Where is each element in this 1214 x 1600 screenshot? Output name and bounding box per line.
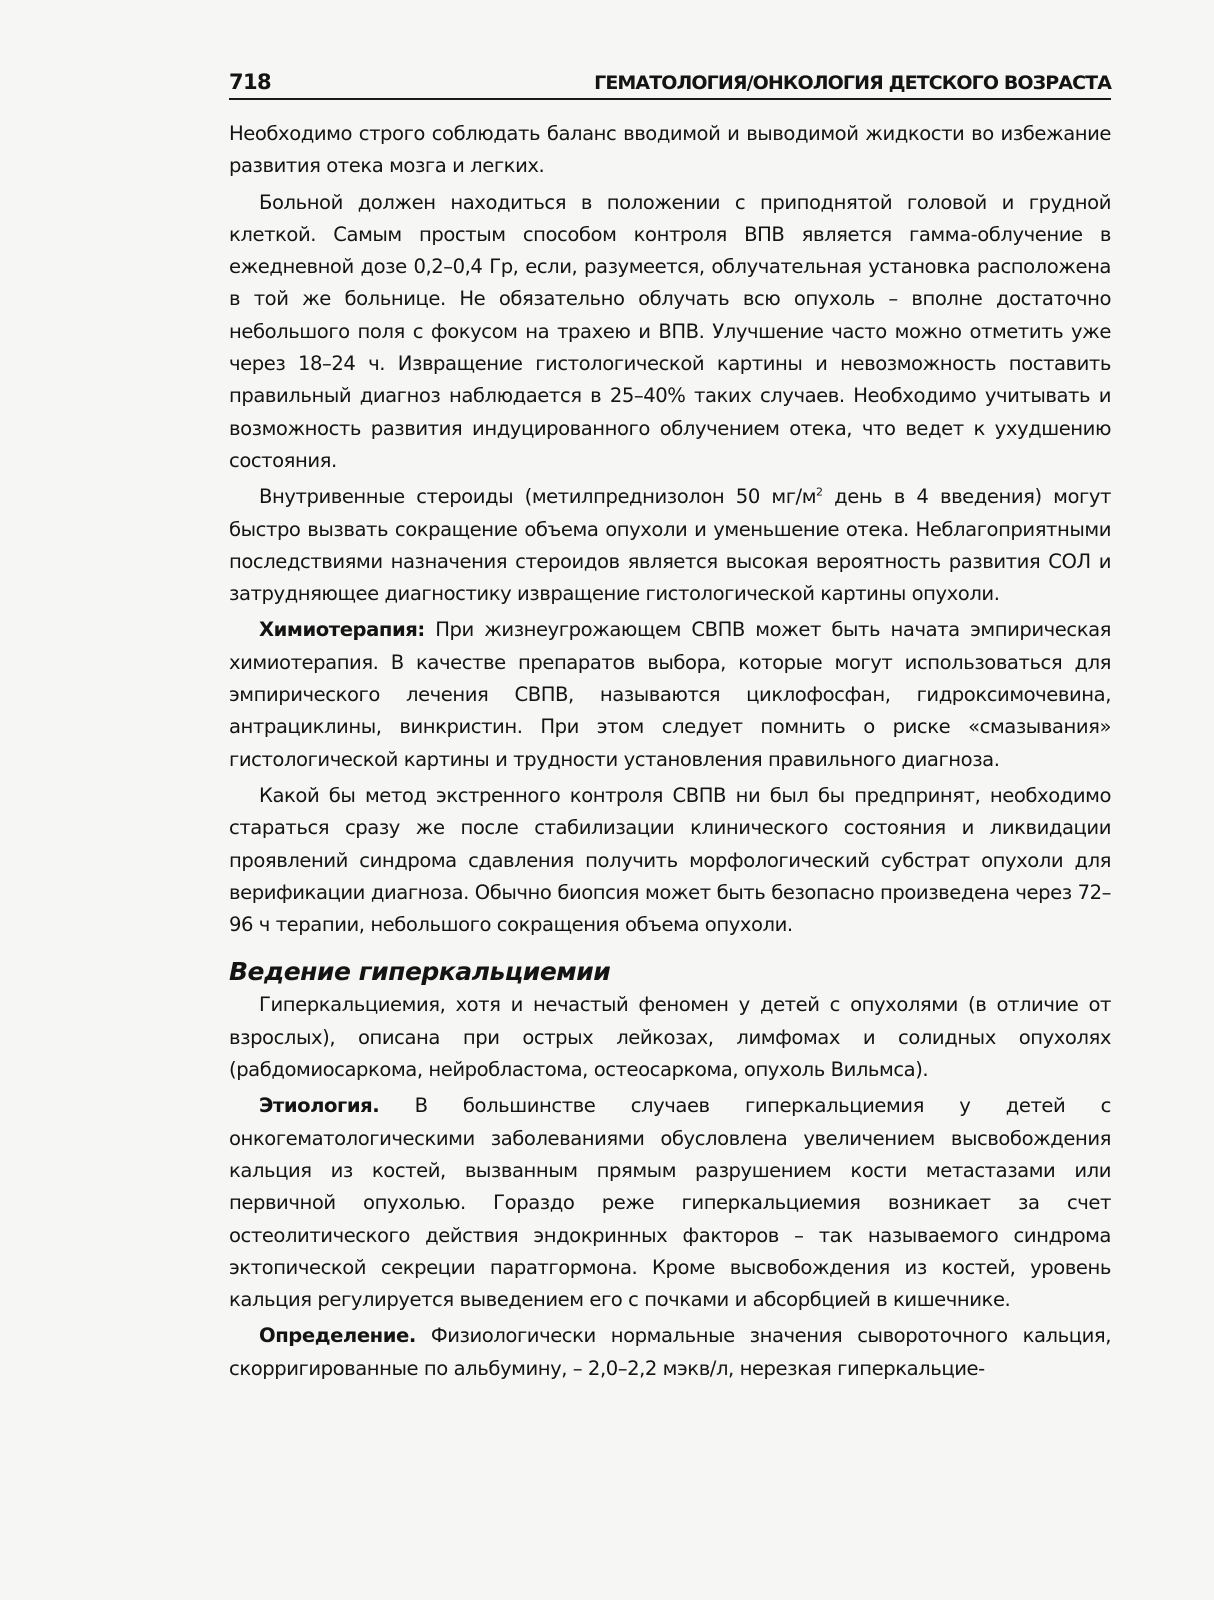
paragraph-etiology bbox=[229, 1090, 1111, 1316]
paragraph-fluid-balance: Необходимо строго соблюдать баланс вводимой и выводимой жидкости во избежание развития отека мозга и легких. bbox=[229, 122, 1111, 178]
superscript-2: 2 bbox=[816, 485, 823, 499]
steroids-text-end: день в 4 введения) могут быстро вызвать сокращение объема опухоли и уменьшение отека. Неблагоприятными последствиями назначения стероидов является высокая вероятность развития СОЛ и затрудняющее диагностику извращение гистологической картины опухоли. bbox=[229, 485, 1112, 606]
running-head bbox=[229, 70, 1111, 100]
body-text bbox=[229, 118, 1111, 1385]
steroids-text-start: Внутривенные стероиды (метилпреднизолон 50 мг/м bbox=[259, 485, 817, 509]
paragraph-chemotherapy bbox=[229, 614, 1111, 775]
paragraph-steroids bbox=[229, 481, 1111, 610]
term-definition: Определение. bbox=[259, 1324, 416, 1348]
etiology-text: В большинстве случаев гиперкальциемия у детей с онкогематологическими заболеваниями обусловлена увеличением высвобождения кальция из костей, вызванным прямым разрушением кости метастазами или первичной опухолью. Гораздо реже гиперкальциемия возникает за счет остеолитического действия эндокринных факторов – так называемого синдрома эктопической секреции паратгормона. Кроме высвобождения из костей, уровень кальция регулируется выведением его с почками и абсорбцией в кишечнике. bbox=[229, 1094, 1111, 1312]
page-number: 718 bbox=[229, 70, 272, 94]
term-etiology: Этиология. bbox=[259, 1094, 380, 1118]
running-title: ГЕМАТОЛОГИЯ/ОНКОЛОГИЯ ДЕТСКОГО ВОЗРАСТА bbox=[594, 72, 1111, 94]
paragraph-biopsy: Какой бы метод экстренного контроля СВПВ ни был бы предпринят, необходимо стараться сразу же после стабилизации клинического состояния и ликвидации проявлений синдрома сдавления получить морфологический субстрат опухоли для верификации диагноза. Обычно биопсия может быть безопасно произведена через 72–96 ч терапии, небольшого сокращения объема опухоли. bbox=[229, 783, 1111, 937]
chemotherapy-text: При жизнеугрожающем СВПВ может быть начата эмпирическая химиотерапия. В качестве препаратов выбора, которые могут использоваться для эмпирического лечения СВПВ, называются циклофосфан, гидроксимочевина, антрациклины, винкристин. При этом следует помнить о риске «смазывания» гистологической картины и трудности установления правильного диагноза. bbox=[229, 618, 1111, 771]
paragraph-hypercalcemia-intro: Гиперкальциемия, хотя и нечастый феномен у детей с опухолями (в отличие от взрослых), описана при острых лейкозах, лимфомах и солидных опухолях (рабдомиосаркома, нейробластома, остеосаркома, опухоль Вильмса). bbox=[229, 993, 1111, 1082]
definition-text: Физиологически нормальные значения сывороточного кальция, скорригированные по альбумину, – 2,0–2,2 мэкв/л, нерезкая гиперкальцие- bbox=[229, 1324, 1111, 1380]
paragraph-radiation: Больной должен находиться в положении с приподнятой головой и грудной клеткой. Самым простым способом контроля ВПВ является гамма-облучение в ежедневной дозе 0,2–0,4 Гр, если, разумеется, облучательная установка расположена в той же больнице. Не обязательно облучать всю опухоль – вполне достаточно небольшого поля с фокусом на трахею и ВПВ. Улучшение часто можно отметить уже через 18–24 ч. Извращение гистологической картины и невозможность поставить правильный диагноз наблюдается в 25–40% таких случаев. Необходимо учитывать и возможность развития индуцированного облучением отека, что ведет к ухудшению состояния. bbox=[229, 190, 1111, 472]
term-chemotherapy: Химиотерапия: bbox=[259, 618, 425, 642]
book-page bbox=[229, 70, 1111, 1389]
paragraph-definition bbox=[229, 1320, 1111, 1385]
section-heading: Ведение гиперкальциемии bbox=[229, 957, 611, 987]
